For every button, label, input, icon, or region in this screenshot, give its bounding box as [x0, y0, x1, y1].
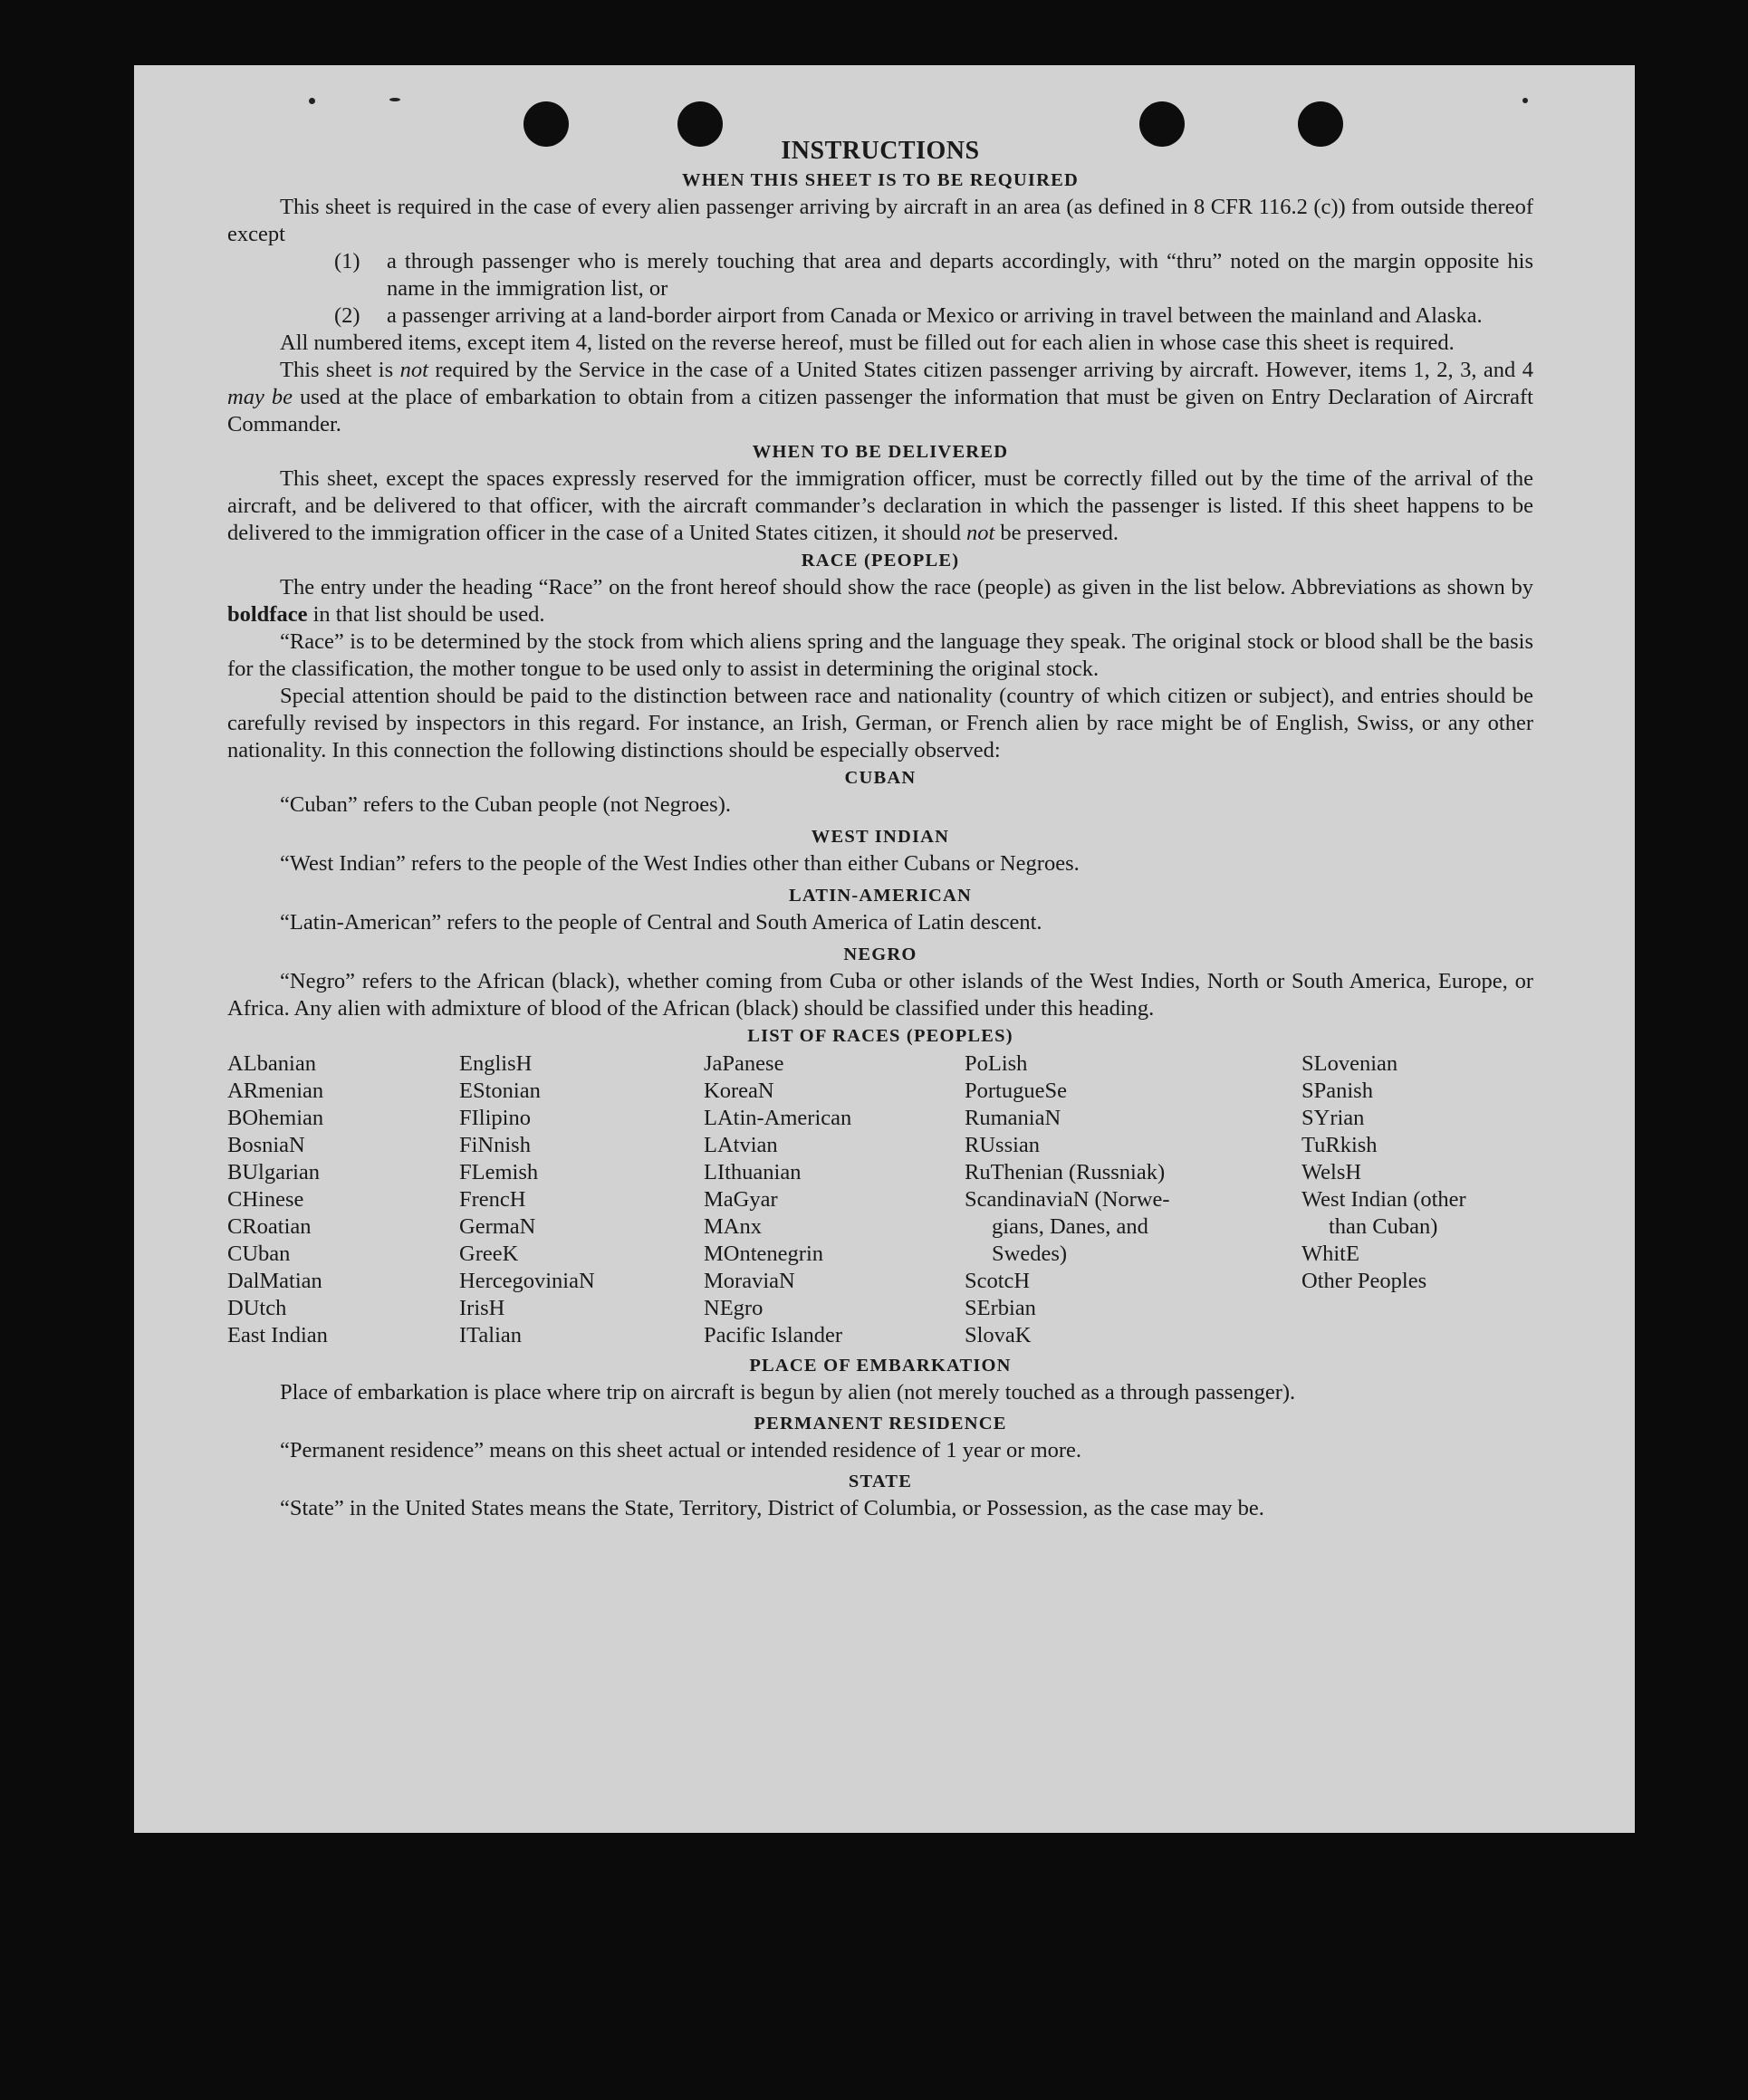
race-entry: MoraviaN: [704, 1269, 795, 1293]
required-intro: This sheet is required in the case of every alien passenger arriving by aircraft in an area (as defined in 8 CFR 116.2 (c)) from outside thereof except: [227, 195, 1533, 246]
instructions-content: [227, 136, 1533, 1522]
race-entry: Swedes): [992, 1242, 1068, 1266]
race-entry: East Indian: [227, 1323, 328, 1347]
race-entry: KoreaN: [704, 1079, 774, 1103]
race-entry: FIlipino: [459, 1106, 531, 1130]
race-entry: SYrian: [1301, 1106, 1365, 1130]
race-entry: LIthuanian: [704, 1160, 802, 1184]
race-entry: MAnx: [704, 1214, 762, 1239]
race-entry: WelsH: [1301, 1160, 1362, 1184]
race-entry: IrisH: [459, 1296, 505, 1320]
race-entry: TuRkish: [1301, 1133, 1378, 1157]
race-entry: West Indian (other: [1301, 1187, 1466, 1212]
races-column: [459, 1050, 704, 1349]
negro-definition: “Negro” refers to the African (black), whether coming from Cuba or other islands of the West Indies, North or South America, Europe, or Africa. Any alien with admixture of blood of the African (black) should be classified under this heading.: [227, 969, 1533, 1021]
race-entry: RuThenian (Russniak): [965, 1160, 1166, 1184]
race-entry: than Cuban): [1329, 1214, 1438, 1239]
race-paragraph: “Race” is to be determined by the stock from which aliens spring and the language they speak. The original stock or blood shall be the basis for the classification, the mother tongue to be used only to assist in determining the original stock.: [227, 629, 1533, 681]
races-column: [965, 1050, 1301, 1349]
section-heading-embarkation: PLACE OF EMBARKATION: [749, 1356, 1012, 1376]
section-heading-cuban: CUBAN: [844, 768, 917, 788]
embarkation-definition: Place of embarkation is place where trip on aircraft is begun by alien (not merely touched as a through passenger).: [280, 1380, 1296, 1405]
race-entry: GermaN: [459, 1214, 536, 1239]
race-entry: JaPanese: [704, 1051, 784, 1076]
race-entry: SPanish: [1301, 1079, 1373, 1103]
races-column: [1301, 1050, 1533, 1349]
race-entry: PoLish: [965, 1051, 1028, 1076]
item-number: (2): [334, 303, 360, 328]
west-indian-definition: “West Indian” refers to the people of the West Indies other than either Cubans or Negroes.: [280, 851, 1080, 876]
section-heading-delivered: WHEN TO BE DELIVERED: [752, 442, 1009, 462]
race-entry: BOhemian: [227, 1106, 324, 1130]
race-entry: SlovaK: [965, 1323, 1032, 1347]
race-entry: DUtch: [227, 1296, 287, 1320]
race-entry: gians, Danes, and: [992, 1214, 1148, 1239]
speck: [389, 98, 400, 101]
races-list: [227, 1050, 1533, 1349]
race-entry: FLemish: [459, 1160, 539, 1184]
race-entry: WhitE: [1301, 1242, 1359, 1266]
section-heading-races-list: LIST OF RACES (PEOPLES): [747, 1026, 1013, 1046]
race-entry: FiNnish: [459, 1133, 531, 1157]
item-text: a passenger arriving at a land-border airport from Canada or Mexico or arriving in travel between the mainland and Alaska.: [387, 303, 1483, 328]
race-entry: LAtvian: [704, 1133, 778, 1157]
latin-american-definition: “Latin-American” refers to the people of Central and South America of Latin descent.: [280, 910, 1042, 935]
race-entry: RumaniaN: [965, 1106, 1061, 1130]
section-heading-race: RACE (PEOPLE): [801, 551, 960, 571]
race-entry: CUban: [227, 1242, 291, 1266]
numbered-items-paragraph: All numbered items, except item 4, listed on the reverse hereof, must be filled out for each alien in whose case this sheet is required.: [280, 331, 1455, 355]
citizen-paragraph: This sheet is not required by the Service in the case of a United States citizen passenger arriving by aircraft. However, items 1, 2, 3, and 4 may be used at the place of embarkation to obtain from a citizen passenger the information that must be given on Entry Declaration of Aircraft Commander.: [227, 358, 1533, 436]
item-number: (1): [334, 249, 360, 273]
race-entry: EnglisH: [459, 1051, 533, 1076]
race-entry: MOntenegrin: [704, 1242, 823, 1266]
race-entry: Other Peoples: [1301, 1269, 1427, 1293]
race-entry: Pacific Islander: [704, 1323, 843, 1347]
race-entry: HercegoviniaN: [459, 1269, 595, 1293]
race-entry: ALbanian: [227, 1051, 316, 1076]
document-sheet: [134, 65, 1635, 1833]
race-entry: PortugueSe: [965, 1079, 1067, 1103]
race-entry: SErbian: [965, 1296, 1036, 1320]
race-entry: CHinese: [227, 1187, 304, 1212]
section-heading-negro: NEGRO: [843, 945, 917, 964]
residence-definition: “Permanent residence” means on this sheet actual or intended residence of 1 year or more.: [280, 1438, 1082, 1462]
section-heading-state: STATE: [848, 1472, 913, 1491]
race-entry: DalMatian: [227, 1269, 322, 1293]
race-entry: LAtin-American: [704, 1106, 852, 1130]
section-heading-latin-american: LATIN-AMERICAN: [788, 886, 973, 906]
speck: [309, 98, 315, 104]
section-heading-required: WHEN THIS SHEET IS TO BE REQUIRED: [682, 170, 1079, 190]
race-paragraph: Special attention should be paid to the distinction between race and nationality (country of which citizen or subject), and entries should be carefully revised by inspectors in this regard. For instance, an Irish, German, or French alien by race might be of English, Swiss, or any other nationality. In this connection the following distinctions should be especially observed:: [227, 684, 1533, 762]
exception-item: [227, 302, 1533, 330]
race-entry: CRoatian: [227, 1214, 312, 1239]
races-column: [704, 1050, 965, 1349]
race-entry: GreeK: [459, 1242, 519, 1266]
exception-item: [227, 248, 1533, 302]
race-entry: NEgro: [704, 1296, 764, 1320]
race-entry: FrencH: [459, 1187, 526, 1212]
races-column: [227, 1050, 459, 1349]
item-text: a through passenger who is merely touching that area and departs accordingly, with “thru” noted on the margin opposite his name in the immigration list, or: [387, 249, 1533, 301]
speck: [1522, 98, 1528, 103]
race-entry: SLovenian: [1301, 1051, 1398, 1076]
race-entry: ScotcH: [965, 1269, 1031, 1293]
section-heading-residence: PERMANENT RESIDENCE: [754, 1414, 1007, 1434]
race-entry: MaGyar: [704, 1187, 778, 1212]
race-entry: BUlgarian: [227, 1160, 321, 1184]
race-entry: ARmenian: [227, 1079, 324, 1103]
race-entry: ScandinaviaN (Norwe-: [965, 1187, 1170, 1212]
race-paragraph: The entry under the heading “Race” on the front hereof should show the race (people) as given in the list below. Abbreviations as shown by boldface in that list should be used.: [227, 575, 1533, 627]
cuban-definition: “Cuban” refers to the Cuban people (not Negroes).: [280, 792, 731, 817]
race-entry: EStonian: [459, 1079, 541, 1103]
race-entry: RUssian: [965, 1133, 1041, 1157]
page-title: INSTRUCTIONS: [781, 137, 980, 165]
delivered-paragraph: This sheet, except the spaces expressly reserved for the immigration officer, must be correctly filled out by the time of the arrival of the aircraft, and be delivered to that officer, with the aircraft commander’s declaration in which the passenger is listed. If this sheet happens to be delivered to the immigration officer in the case of a United States citizen, it should not be preserved.: [227, 466, 1533, 545]
race-entry: ITalian: [459, 1323, 523, 1347]
section-heading-west-indian: WEST INDIAN: [811, 827, 950, 847]
race-entry: BosniaN: [227, 1133, 305, 1157]
state-definition: “State” in the United States means the State, Territory, District of Columbia, or Possession, as the case may be.: [280, 1496, 1264, 1520]
